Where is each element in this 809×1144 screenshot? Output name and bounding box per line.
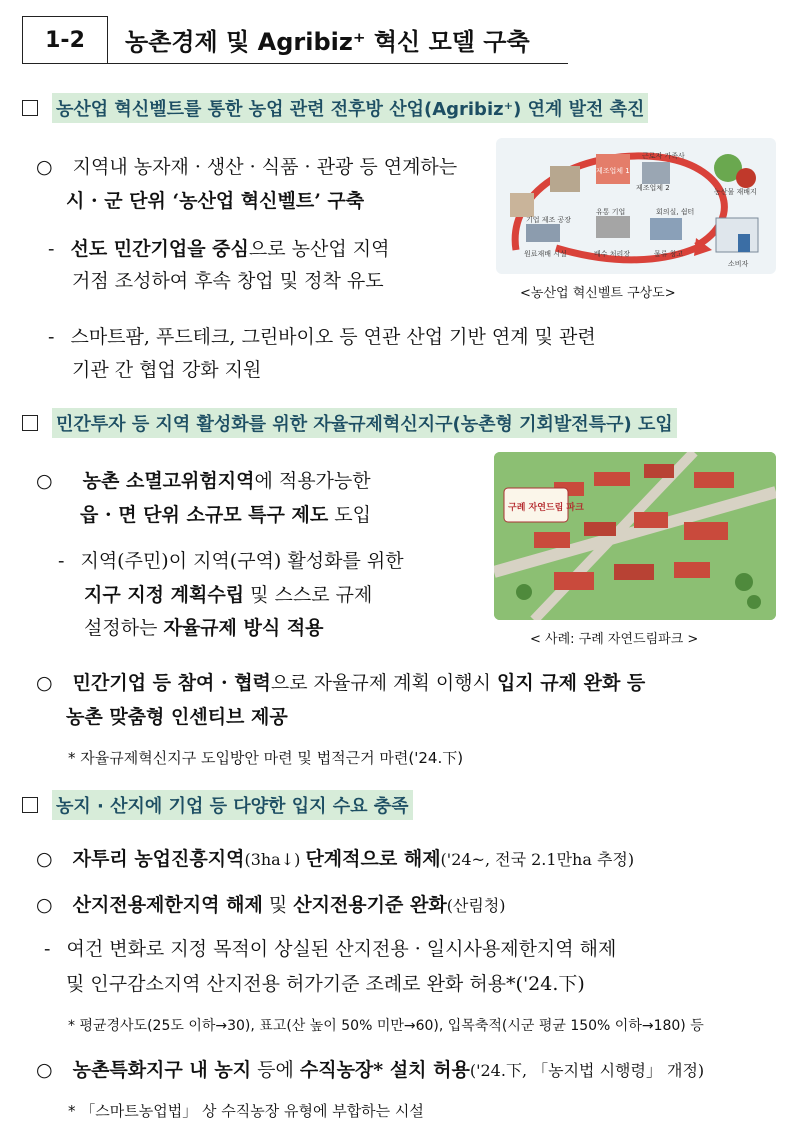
s1-image-caption: <농산업 혁신벨트 구상도> <box>520 286 676 301</box>
section-1-title: 농산업 혁신벨트를 통한 농업 관련 전후방 산업(Agribiz⁺) 연계 발전 촉진 <box>52 93 648 123</box>
dash-bullet-icon: - <box>48 326 55 348</box>
s3-d1-line1: 여건 변화로 지정 목적이 상실된 산지전용 · 일시사용제한지역 해제 <box>66 938 617 960</box>
s1-d1-bold: 선도 민간기업을 중심 <box>70 238 249 260</box>
img1-label-6: 회의실, 쉼터 <box>656 208 695 216</box>
circle-bullet-icon: ○ <box>36 672 53 694</box>
s1-d2-line2: 기관 간 협업 강화 지원 <box>72 359 262 381</box>
s2-bullet-2 <box>36 668 645 695</box>
s3-b2-bold2: 산지전용기준 완화 <box>293 894 447 916</box>
jayeondream-park-image <box>494 452 776 620</box>
s2-bullet-1 <box>36 466 371 493</box>
s3-b3-mid: 등에 <box>251 1059 300 1081</box>
section-2-heading <box>22 408 677 438</box>
s3-bullet-1 <box>36 844 634 871</box>
dash-bullet-icon: - <box>58 550 65 572</box>
s1-d1-rest: 으로 농산업 지역 <box>248 238 390 260</box>
checkbox-icon <box>22 100 38 116</box>
s2-b2-line2: 농촌 맞춤형 인센티브 제공 <box>66 706 288 728</box>
s2-b1-l2-bold: 읍 · 면 단위 소규모 특구 제도 <box>80 504 329 526</box>
s3-b1-rest: ('24~, 전국 2.1만ha 추정) <box>440 850 635 869</box>
s3-note-1: * 평균경사도(25도 이하→30), 표고(산 높이 50% 미만→60), 입목축적(시군 평균 150% 이하→180) 등 <box>68 1018 704 1034</box>
s3-b1-bold2: 단계적으로 해제 <box>305 848 441 870</box>
dash-bullet-icon: - <box>44 938 51 960</box>
section-3-heading <box>22 790 413 820</box>
s3-bullet-3 <box>36 1055 704 1082</box>
checkbox-icon <box>22 415 38 431</box>
circle-bullet-icon: ○ <box>36 156 53 178</box>
page-title: 농촌경제 및 Agribiz⁺ 혁신 모델 구축 <box>125 28 530 56</box>
checkbox-icon <box>22 797 38 813</box>
s1-b1-line2: 시 · 군 단위 ‘농산업 혁신벨트’ 구축 <box>66 190 365 212</box>
s3-b2-bold1: 산지전용제한지역 해제 <box>72 894 263 916</box>
circle-bullet-icon: ○ <box>36 470 53 492</box>
s1-d2-line1-text: 스마트팜, 푸드테크, 그린바이오 등 연관 산업 기반 연계 및 관련 <box>70 326 596 348</box>
s2-b1-l2-rest: 도입 <box>328 504 371 526</box>
s2-d1-l3-bold: 자율규제 방식 적용 <box>163 617 324 639</box>
s3-b1-mid: (3ha↓) <box>244 850 306 869</box>
img1-label-9: 물류 창고 <box>654 250 684 258</box>
s1-d1-line2: 거점 조성하여 후속 창업 및 정착 유도 <box>72 270 384 292</box>
section-1-heading <box>22 93 648 123</box>
section-2-title: 민간투자 등 지역 활성화를 위한 자율규제혁신지구(농촌형 기회발전특구) 도입 <box>52 408 677 438</box>
agribiz-belt-diagram <box>496 138 776 274</box>
s2-d1-l2-rest: 및 스스로 규제 <box>244 584 373 606</box>
s3-b3-rest: ('24.下, 「농지법 시행령」 개정) <box>469 1061 705 1080</box>
s2-b1-rest: 에 적용가능한 <box>254 470 371 492</box>
title-number: 1-2 <box>22 16 108 64</box>
s2-b1-bold: 농촌 소멸고위험지역 <box>82 470 255 492</box>
s2-b2-mid: 으로 자율규제 계획 이행시 <box>270 672 497 694</box>
s2-d1-l3-a: 설정하는 <box>84 617 164 639</box>
s2-image-caption: < 사례: 구례 자연드림파크 > <box>530 632 699 647</box>
img1-label-0: 근로자 가족사 <box>642 152 685 160</box>
img1-label-5: 유통 기업 <box>596 208 626 216</box>
s2-b2-bold1: 민간기업 등 참여 · 협력 <box>72 672 271 694</box>
s2-d1-line2 <box>84 580 372 607</box>
s3-b3-bold1: 농촌특화지구 내 농지 <box>72 1059 252 1081</box>
s2-dash-1 <box>58 546 404 573</box>
img1-label-8: 배수 처리장 <box>594 250 631 258</box>
s3-b1-bold1: 자투리 농업진흥지역 <box>72 848 245 870</box>
s2-d1-line1: 지역(주민)이 지역(구역) 활성화를 위한 <box>80 550 404 572</box>
img1-label-4: 기업 제조 공장 <box>526 216 572 224</box>
img1-label-2: 제조업체 2 <box>636 184 670 192</box>
img1-label-10: 소비자 <box>728 260 749 268</box>
img2-sign: 구례 자연드림 파크 <box>508 503 584 513</box>
circle-bullet-icon: ○ <box>36 1059 53 1081</box>
img1-label-1: 제조업체 1 <box>596 167 630 175</box>
img1-label-3: 농산물 재배지 <box>714 188 757 196</box>
s3-b3-bold2: 수직농장* 설치 허용 <box>299 1059 470 1081</box>
s2-b2-bold2: 입지 규제 완화 등 <box>496 672 646 694</box>
s3-dash-1 <box>44 934 616 961</box>
s3-bullet-2 <box>36 890 506 917</box>
circle-bullet-icon: ○ <box>36 848 53 870</box>
circle-bullet-icon: ○ <box>36 894 53 916</box>
s1-dash-1 <box>48 234 389 261</box>
s1-bullet-1 <box>36 152 457 179</box>
img1-label-7: 원료재배 시설 <box>524 250 567 258</box>
s3-b2-rest: (산림청) <box>446 896 506 915</box>
s2-note: * 자율규제혁신지구 도입방안 마련 및 법적근거 마련('24.下) <box>68 749 464 767</box>
dash-bullet-icon: - <box>48 238 55 260</box>
s2-d1-l2-bold: 지구 지정 계획수립 <box>84 584 245 606</box>
s3-d1-line2: 및 인구감소지역 산지전용 허가기준 조례로 완화 허용*('24.下) <box>66 973 585 995</box>
s1-b1-line1: 지역내 농자재 · 생산 · 식품 · 관광 등 연계하는 <box>72 156 458 178</box>
s3-b2-mid: 및 <box>262 894 294 916</box>
s1-dash-2 <box>48 322 596 349</box>
s2-d1-line3 <box>84 613 324 640</box>
s3-note-2: * 「스마트농업법」 상 수직농장 유형에 부합하는 시설 <box>68 1102 424 1120</box>
section-3-title: 농지 · 산지에 기업 등 다양한 입지 수요 충족 <box>52 790 413 820</box>
title-underline <box>22 63 568 64</box>
s2-b1-line2 <box>80 500 371 527</box>
